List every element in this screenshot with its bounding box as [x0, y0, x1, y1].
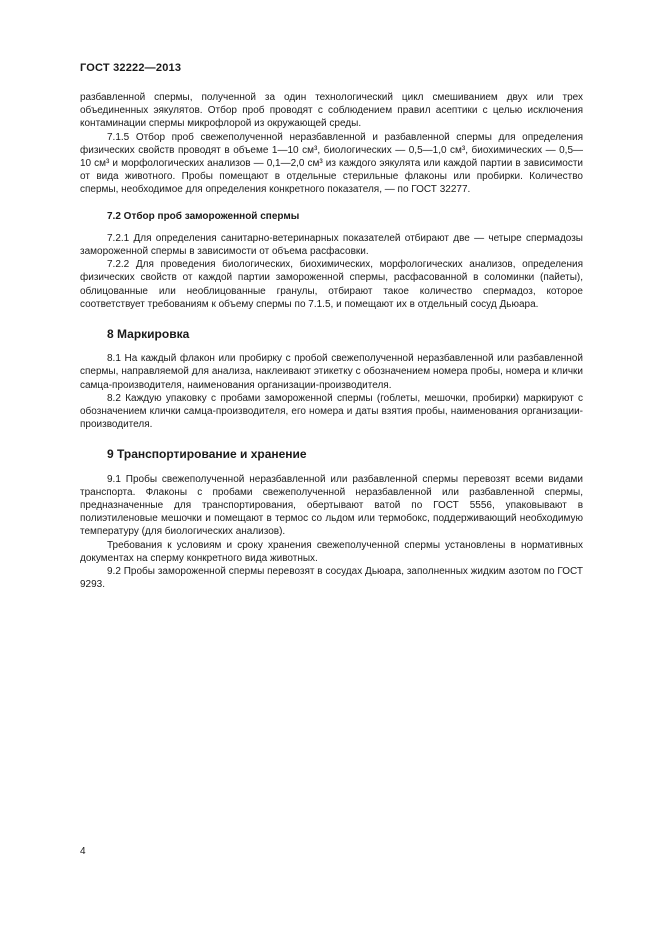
paragraph: 8.1 На каждый флакон или пробирку с пробой свежеполученной неразбавленной или разбавленной спермы, направляемой для анализа, наклеивают этикетку с обозначением номера пробы, номера и клички самца-производителя, наименования организации-производителя.	[80, 353, 583, 391]
subsection-heading: 7.2 Отбор проб замороженной спермы	[107, 210, 300, 222]
paragraph: Требования к условиям и сроку хранения свежеполученной спермы установлены в нормативных документах на сперму конкретного вида животных.	[80, 539, 583, 564]
paragraph: 7.1.5 Отбор проб свежеполученной неразбавленной и разбавленной спермы для определения физических свойств проводят в объеме 1—10 см³, биологических — 0,5—1,0 см³, биохимических — 0,5—10 см³ и морфологических анализов — 0,1—2,0 см³ из каждого эякулята или каждой партии в зависимости от вида животного. Пробы помещают в отдельные стерильные флаконы или пробирки. Количество спермы, необходимое для определения конкретного показателя, — по ГОСТ 32277.	[80, 131, 583, 196]
paragraph: 9.2 Пробы замороженной спермы перевозят в сосудах Дьюара, заполненных жидким азотом по ГОСТ 9293.	[80, 566, 583, 591]
section-heading: 8 Маркировка	[107, 327, 190, 342]
paragraph: 7.2.1 Для определения санитарно-ветеринарных показателей отбирают две — четыре спермадозы замороженной спермы в зависимости от объема расфасовки.	[80, 232, 583, 258]
document-body	[80, 91, 583, 592]
paragraph: 9.1 Пробы свежеполученной неразбавленной или разбавленной спермы перевозят всеми видами транспорта. Флаконы с пробами свежеполученной неразбавленной или разбавленной спермы, предназначенные для транспортирования, обертывают ватой по ГОСТ 5556, упаковывают в полиэтиленовые мешочки и помещают в термос со льдом или термобокс, поддерживающий необходимую температуру (для биологических анализов).	[80, 473, 583, 538]
document-header: ГОСТ 32222—2013	[80, 62, 182, 74]
paragraph: 7.2.2 Для проведения биологических, биохимических, морфологических анализов, определения физических свойств от каждой партии замороженной спермы, расфасованной в соломинки (пайеты), облицованные или необлицованные гранулы, отбирают такое количество спермадоз, которое соответствует требованиям к объему спермы по 7.1.5, и помещают их в отдельный сосуд Дьюара.	[80, 259, 583, 310]
section-heading: 9 Транспортирование и хранение	[107, 447, 307, 462]
page-number: 4	[80, 846, 86, 857]
paragraph: разбавленной спермы, полученной за один технологический цикл смешиванием двух или трех объединенных эякулятов. Отбор проб проводят с соблюдением правил асептики с целью исключения контаминации спермы микрофлорой из окружающей среды.	[80, 92, 583, 130]
paragraph: 8.2 Каждую упаковку с пробами замороженной спермы (гоблеты, мешочки, пробирки) маркируют с обозначением клички самца-производителя, его номера и даты взятия пробы, наименования организации-производителя.	[80, 392, 583, 431]
